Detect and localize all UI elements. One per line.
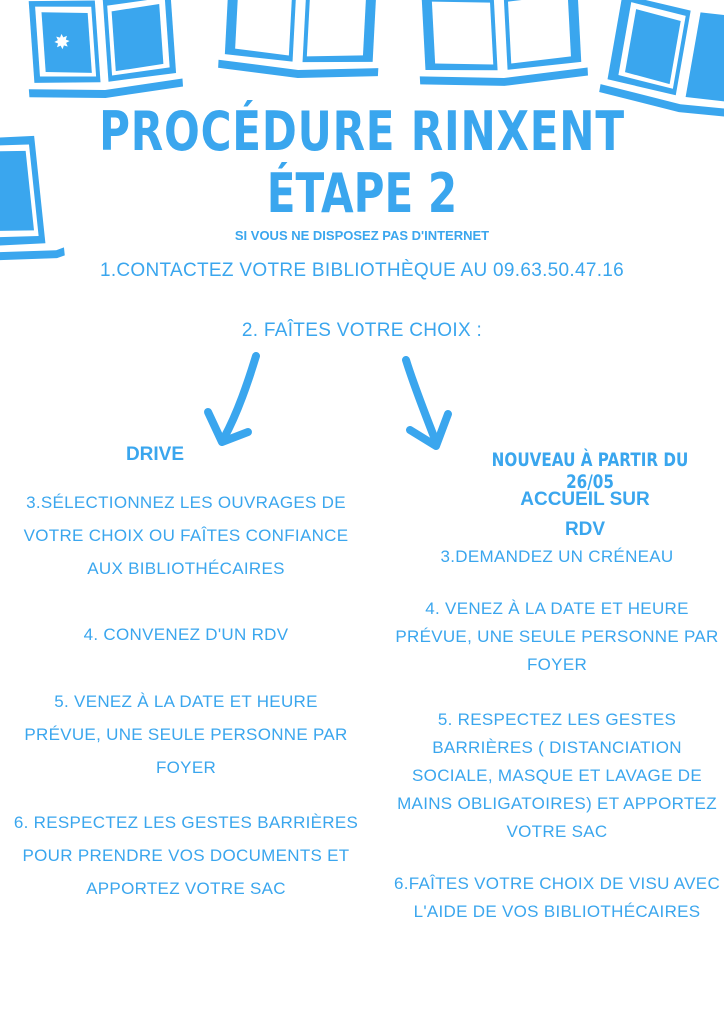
rdv-heading: ACCUEIL SUR RDV	[520, 489, 650, 540]
drive-step-3: 3.SÉLECTIONNEZ LES OUVRAGES DE VOTRE CHOIX OU FAÎTES CONFIANCE AUX BIBLIOTHÉCAIRES	[23, 493, 349, 578]
rdv-step-4: 4. VENEZ À LA DATE ET HEURE PRÉVUE, UNE SEULE PERSONNE PAR FOYER	[395, 599, 719, 674]
drive-step-5: 5. VENEZ À LA DATE ET HEURE PRÉVUE, UNE SEULE PERSONNE PAR FOYER	[24, 692, 348, 777]
open-book-icon	[412, 0, 592, 90]
drive-step-6: 6. RESPECTEZ LES GESTES BARRIÈRES POUR PRENDRE VOS DOCUMENTS ET APPORTEZ VOTRE SAC	[13, 813, 359, 898]
open-book-icon	[18, 0, 188, 100]
rdv-step-5: 5. RESPECTEZ LES GESTES BARRIÈRES ( DISTANCIATION SOCIALE, MASQUE ET LAVAGE DE MAINS OBLIGATOIRES) ET APPORTEZ VOTRE SAC	[397, 710, 717, 841]
choice-line: 2. FAÎTES VOTRE CHOIX :	[241, 320, 483, 341]
contact-line: 1.CONTACTEZ VOTRE BIBLIOTHÈQUE AU 09.63.50.47.16	[99, 260, 625, 281]
subtitle: SI VOUS NE DISPOSEZ PAS D'INTERNET	[234, 228, 490, 243]
new-from-banner: NOUVEAU À PARTIR DU 26/05	[491, 449, 689, 493]
rdv-step-6: 6.FAÎTES VOTRE CHOIX DE VISU AVEC L'AIDE DE VOS BIBLIOTHÉCAIRES	[393, 874, 721, 921]
drive-heading: DRIVE	[125, 444, 185, 465]
svg-text:✸: ✸	[442, 47, 457, 68]
svg-text:✸: ✸	[52, 29, 72, 55]
page-title: PROCÉDURE RINXENT	[99, 100, 625, 163]
arrow-down-right-icon	[396, 356, 460, 456]
drive-step-4: 4. CONVENEZ D'UN RDV	[83, 625, 289, 644]
rdv-step-3: 3.DEMANDEZ UN CRÉNEAU	[440, 547, 674, 566]
page-subtitle-step: ÉTAPE 2	[266, 162, 458, 225]
arrow-down-left-icon	[200, 352, 270, 452]
open-book-icon	[214, 0, 386, 82]
